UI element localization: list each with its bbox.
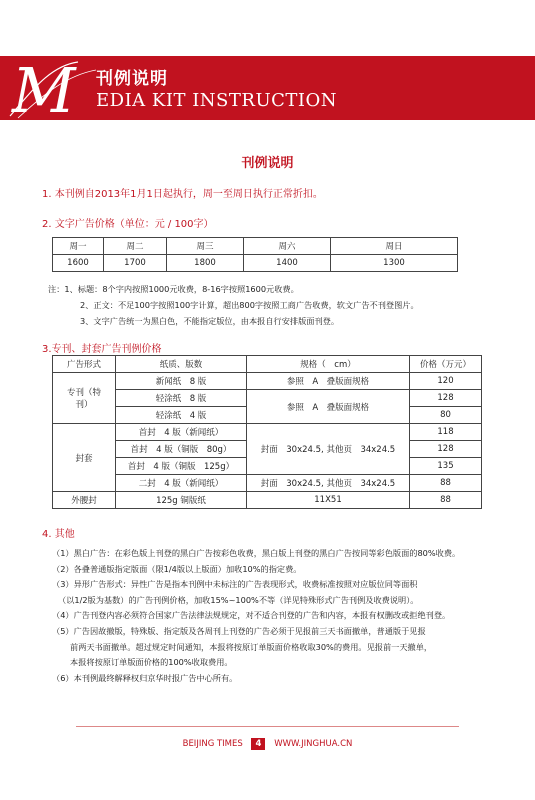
table-header-row: [53, 356, 482, 373]
table-cell: 1800: [167, 255, 244, 272]
other-item: 前两天书面撤单。超过规定时间通知，本报将按原订单版面价格收取30%的费用。见报前一天撤单，: [70, 641, 433, 652]
note-item: 3、文字广告统一为黑白色，不能指定版位，由本报自行安排版面刊登。: [80, 316, 340, 326]
table-header-cell: 规格（ cm）: [247, 356, 410, 373]
table-cell: 128: [410, 441, 482, 458]
table-row: [53, 390, 482, 407]
other-notes: [52, 546, 492, 686]
note-item: 2、正文：不足100字按照100字计算，超出800字按照工商广告收费，软文广告不刊登图片。: [80, 300, 419, 310]
other-item: （6）本刊例最终解释权归京华时报广告中心所有。: [52, 672, 238, 683]
table-cell: 1400: [244, 255, 331, 272]
table-cell: 88: [410, 492, 482, 509]
table-header-cell: 周二: [104, 238, 167, 255]
table-header-cell: 价格（万元）: [410, 356, 482, 373]
table-header-cell: 周日: [331, 238, 458, 255]
table-row: [53, 373, 482, 390]
other-item: 本报将按原订单版面价格的100%收取费用。: [70, 657, 233, 668]
other-item: （5）广告因故撤版，特殊版、指定版及各周刊上刊登的广告必须于见报前三天书面撤单，普通版于见报: [52, 625, 426, 636]
other-item: （4）广告刊登内容必须符合国家广告法律法规规定，对不适合刊登的广告和内容，本报有权删改或拒绝刊登。: [52, 610, 451, 621]
note-item: 注：1、标题：8个字内按照1000元收费，8-16字按照1600元收费。: [48, 284, 299, 294]
table-cell: 11X51: [247, 492, 410, 509]
table-row: [53, 475, 482, 492]
footer: [0, 738, 535, 750]
other-item: （1）黑白广告：在彩色版上刊登的黑白广告按彩色收费，黑白版上刊登的黑白广告按同等彩色版面的80%收费。: [52, 548, 461, 558]
table-cell: 封套: [53, 424, 116, 492]
page-title: 刊例说明: [241, 156, 294, 171]
table-cell: 128: [410, 390, 482, 407]
table-cell: 120: [410, 373, 482, 390]
header-cn-title: 刊例说明: [96, 69, 168, 89]
svg-text:M: M: [12, 56, 76, 120]
table-header-cell: 周一: [53, 238, 104, 255]
table-cell: 首封 4 版（铜版 125g）: [116, 458, 247, 475]
page-number: 4: [251, 738, 265, 750]
table-cell: 135: [410, 458, 482, 475]
table-cell: 轻涂纸 4 版: [116, 407, 247, 424]
header-banner: [0, 56, 535, 120]
table-cell: 首封 4 版（铜版 80g）: [116, 441, 247, 458]
table-row: [53, 424, 482, 441]
other-item: （2）各叠普通版指定版面（限1/4版以上版面）加收10%的指定费。: [52, 563, 302, 574]
table-cell: 封面 30x24.5, 其他页 34x24.5: [247, 424, 410, 475]
table-cell: 轻涂纸 8 版: [116, 390, 247, 407]
table-cell: 参照 A 叠版面规格: [247, 390, 410, 424]
table-header-row: [53, 238, 458, 255]
footer-publication: BEIJING TIMES: [182, 739, 243, 749]
footer-divider: [76, 726, 459, 727]
table-cell: 外腰封: [53, 492, 116, 509]
footer-website: WWW.JINGHUA.CN: [274, 739, 353, 749]
section-1: 1. 本刊例自2013年1月1日起执行，周一至周日执行正常折扣。: [42, 189, 323, 200]
other-item: （以1/2版为基数）的广告刊例价格，加收15%~100%不等（详见特殊形式广告刊例及收费说明）。: [58, 594, 419, 605]
table-cell: 125g 铜版纸: [116, 492, 247, 509]
other-item: （3）异形广告形式：异性广告是指本刊例中未标注的广告表现形式，收费标准按照对应版位同等面积: [52, 579, 418, 590]
section-2: 2. 文字广告价格（单位：元 / 100字）: [42, 219, 214, 230]
table-cell: 封面 30x24.5, 其他页 34x24.5: [247, 475, 410, 492]
table-cell: 专刊（特刊）: [53, 373, 116, 424]
table-cell: 1300: [331, 255, 458, 272]
table-row: [53, 255, 458, 272]
table-cell: 新闻纸 8 版: [116, 373, 247, 390]
table-cell: 80: [410, 407, 482, 424]
section-4: 4. 其他: [42, 529, 75, 540]
table-cell: 1600: [53, 255, 104, 272]
table-header-cell: 广告形式: [53, 356, 116, 373]
special-ad-price-table: [52, 355, 482, 509]
table-cell: 参照 A 叠版面规格: [247, 373, 410, 390]
text-ad-price-table: [52, 237, 458, 272]
table-row: [53, 492, 482, 509]
header-en-title: EDIA KIT INSTRUCTION: [96, 90, 338, 111]
text-ad-notes: [48, 281, 419, 329]
table-cell: 118: [410, 424, 482, 441]
table-header-cell: 纸质、版数: [116, 356, 247, 373]
table-cell: 首封 4 版（新闻纸）: [116, 424, 247, 441]
table-header-cell: 周三: [167, 238, 244, 255]
table-header-cell: 周六: [244, 238, 331, 255]
table-cell: 88: [410, 475, 482, 492]
table-cell: 1700: [104, 255, 167, 272]
table-cell: 二封 4 版（新闻纸）: [116, 475, 247, 492]
section-3: 3.专刊、封套广告刊例价格: [42, 344, 162, 355]
